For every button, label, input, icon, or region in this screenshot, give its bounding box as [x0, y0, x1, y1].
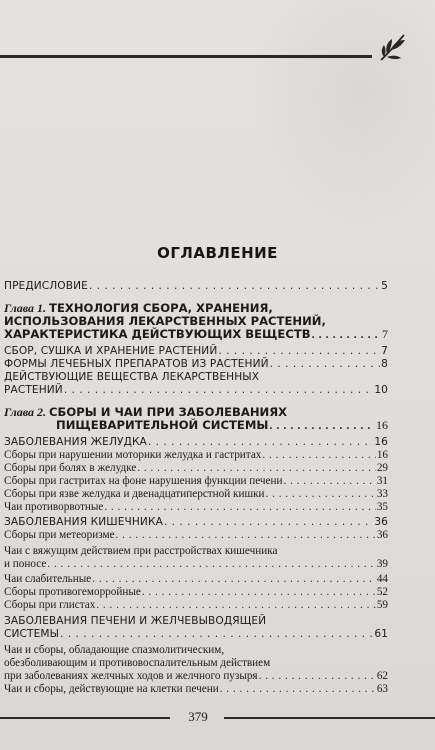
toc-entry[interactable]: Сборы при гастритах на фоне нарушения функции печени . . . 31 — [4, 475, 388, 488]
toc-entry-continued: РАСТЕНИЙ . . . 10 — [4, 384, 388, 397]
herb-leaf-icon — [378, 32, 408, 64]
toc-entry[interactable]: Сборы при метеоризме . . . 36 — [4, 529, 388, 542]
toc-entry[interactable]: Чаи и сборы, обладающие спазмолитическим, — [4, 644, 225, 656]
toc-entry[interactable]: ФОРМЫ ЛЕЧЕБНЫХ ПРЕПАРАТОВ ИЗ РАСТЕНИЙ . . . 8 — [4, 358, 388, 371]
toc-entry[interactable]: Чаи противорвотные . . . 35 — [4, 501, 388, 514]
page-title: ОГЛАВЛЕНИЕ — [157, 244, 278, 262]
toc-entry-preface[interactable]: ПРЕДИСЛОВИЕ . . . 5 — [4, 280, 388, 293]
header-rule — [0, 55, 372, 58]
toc-entry[interactable]: Сборы при глистах . . . 59 — [4, 599, 388, 612]
toc-entry[interactable]: Чаи с вяжущим действием при расстройствах кишечника — [4, 545, 278, 557]
toc-entry[interactable]: Сборы при язве желудка и двенадцатиперстной кишки . . . 33 — [4, 488, 388, 501]
toc-entry[interactable]: Сборы при нарушении моторики желудка и гастритах . . . 16 — [4, 449, 388, 462]
toc-entry-continued: и поносе . . . 39 — [4, 558, 388, 571]
toc-section-heading[interactable]: ЗАБОЛЕВАНИЯ КИШЕЧНИКА . . . 36 — [4, 516, 388, 529]
toc-entry[interactable]: СБОР, СУШКА И ХРАНЕНИЕ РАСТЕНИЙ . . . 7 — [4, 345, 388, 358]
chapter-2-title-line: ПИЩЕВАРИТЕЛЬНОЙ СИСТЕМЫ . . . 16 — [4, 419, 388, 432]
toc-entry-continued: при заболеваниях желчных ходов и желчного пузыря . . . 62 — [4, 670, 388, 683]
toc-entry-continued: обезболивающим и противовоспалительным действием — [4, 657, 271, 669]
page-number: 379 — [188, 709, 208, 724]
chapter-1-title-line: ХАРАКТЕРИСТИКА ДЕЙСТВУЮЩИХ ВЕЩЕСТВ . . . 7 — [4, 328, 388, 341]
toc-entry[interactable]: ДЕЙСТВУЮЩИЕ ВЕЩЕСТВА ЛЕКАРСТВЕННЫХ — [4, 371, 260, 383]
footer-rule-right — [224, 717, 435, 719]
toc-section-heading-continued: СИСТЕМЫ . . . 61 — [4, 628, 388, 641]
toc-entry[interactable]: Чаи слабительные . . . 44 — [4, 573, 388, 586]
chapter-2-title-line[interactable]: Глава 2. СБОРЫ И ЧАИ ПРИ ЗАБОЛЕВАНИЯХ — [4, 405, 288, 419]
chapter-1-title-line: ИСПОЛЬЗОВАНИЯ ЛЕКАРСТВЕННЫХ РАСТЕНИЙ, — [4, 314, 326, 328]
toc-entry[interactable]: Чаи и сборы, действующие на клетки печени . . . 63 — [4, 683, 388, 696]
toc-section-heading[interactable]: ЗАБОЛЕВАНИЯ ПЕЧЕНИ И ЖЕЛЧЕВЫВОДЯЩЕЙ — [4, 615, 267, 627]
toc-section-heading[interactable]: ЗАБОЛЕВАНИЯ ЖЕЛУДКА . . . 16 — [4, 436, 388, 449]
toc-entry[interactable]: Сборы при болях в желудке . . . 29 — [4, 462, 388, 475]
chapter-1-title-line[interactable]: Глава 1. ТЕХНОЛОГИЯ СБОРА, ХРАНЕНИЯ, — [4, 301, 273, 315]
toc-entry[interactable]: Сборы противогеморройные . . . 52 — [4, 586, 388, 599]
footer-rule-left — [0, 717, 170, 719]
